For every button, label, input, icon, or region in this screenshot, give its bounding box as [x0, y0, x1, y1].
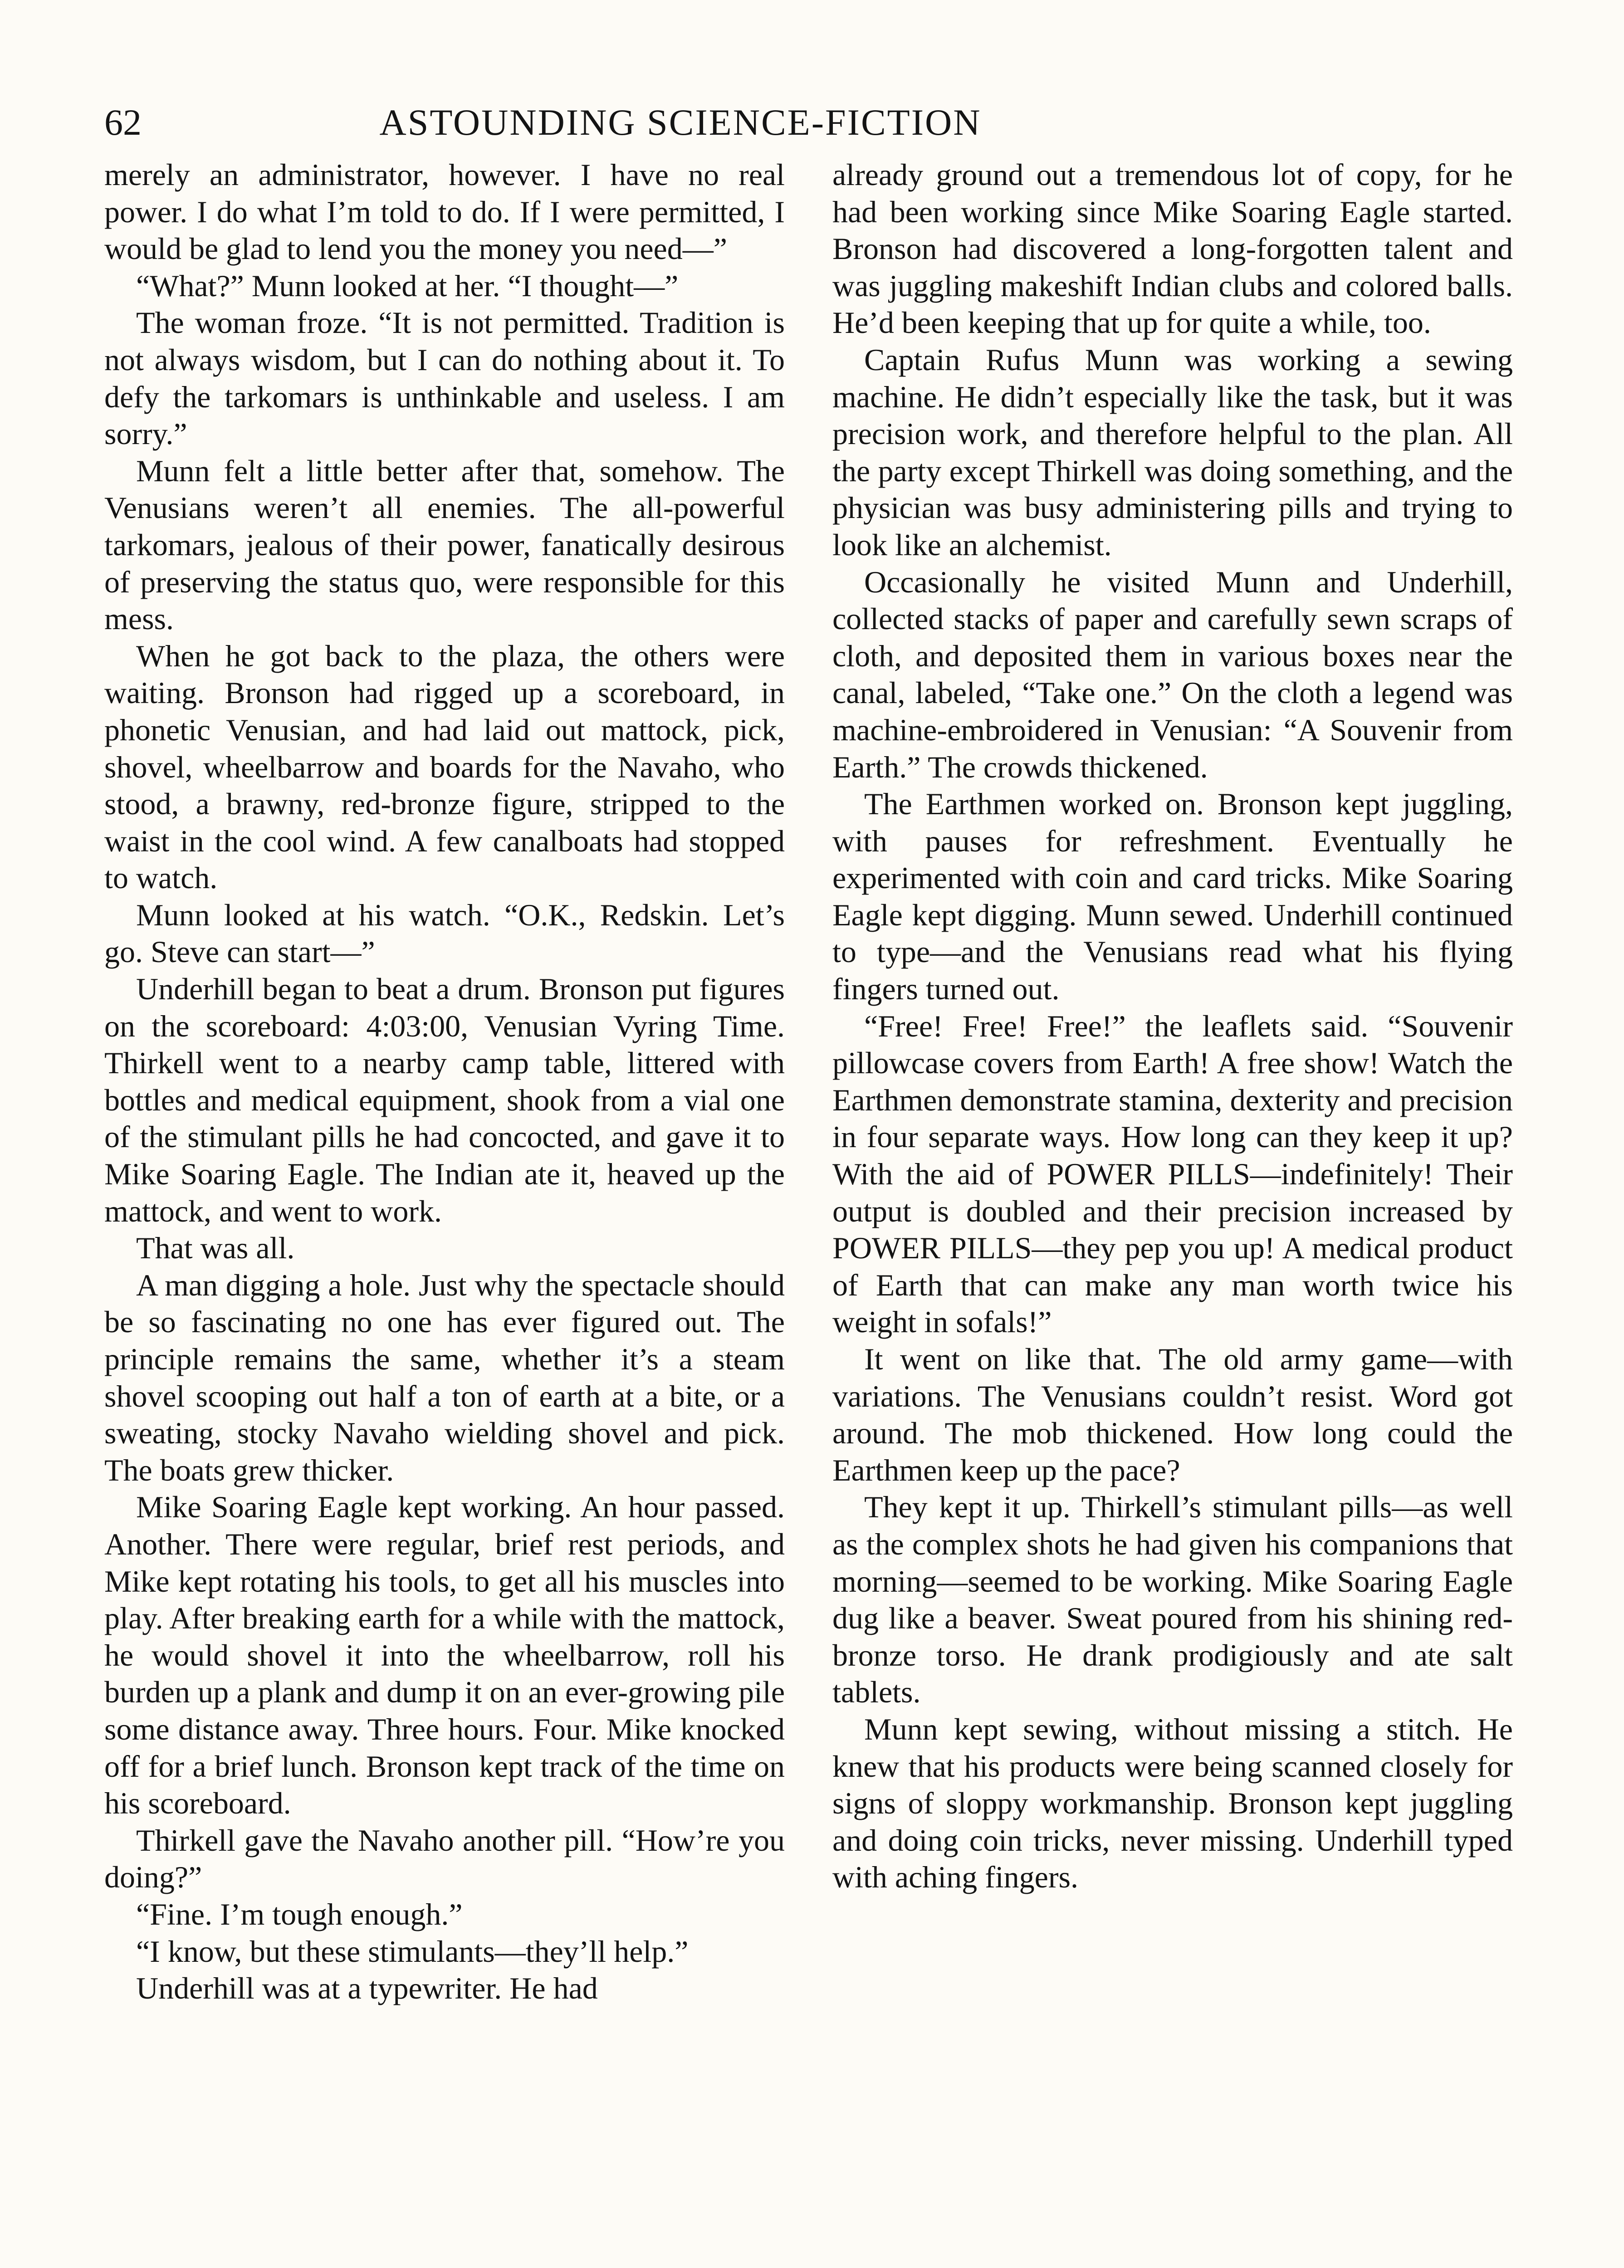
left-column [104, 156, 785, 2007]
paragraph: “What?” Munn looked at her. “I thought—” [136, 268, 679, 303]
paragraph: Mike Soaring Eagle kept working. An hour passed. Another. There were regular, brief rest periods, and Mike kept rotating his tools, to get all his muscles into play. After breaking earth for a while with the mattock, he would shovel it into the wheelbarrow, roll his burden up a plank and dump it on an ever-growing pile some distance away. Three hours. Four. Mike knocked off for a brief lunch. Bronson kept track of the time on his scoreboard. [104, 1490, 785, 1821]
right-column [832, 156, 1513, 1896]
paragraph: The Earthmen worked on. Bronson kept juggling, with pauses for refreshment. Eventually he experimented with coin and card tricks. Mike Soaring Eagle kept digging. Munn sewed. Underhill continued to type—and the Venusians read what his flying fingers turned out. [832, 787, 1513, 1007]
paragraph: already ground out a tremendous lot of copy, for he had been working since Mike Soaring Eagle started. Bronson had discovered a long-forgotten talent and was juggling makeshift Indian clubs and colored balls. He’d been keeping that up for quite a while, too. [832, 157, 1513, 340]
paragraph: Underhill was at a typewriter. He had [136, 1971, 598, 2006]
paragraph: Captain Rufus Munn was working a sewing machine. He didn’t especially like the task, but it was precision work, and therefore helpful to the plan. All the party except Thirkell was doing something, and the physician was busy administering pills and trying to look like an alchemist. [832, 342, 1513, 562]
page-header [104, 98, 1257, 147]
paragraph: Thirkell gave the Navaho another pill. “How’re you doing?” [104, 1823, 785, 1895]
paragraph: “Free! Free! Free!” the leaflets said. “Souvenir pillowcase covers from Earth! A free show! Watch the Earthmen demonstrate stamina, dexterity and precision in four separate ways. How long can they keep it up? With the aid of POWER PILLS—indefinitely! Their output is doubled and their precision increased by POWER PILLS—they pep you up! A medical product of Earth that can make any man worth twice his weight in sofals!” [832, 1008, 1513, 1339]
paragraph: The woman froze. “It is not permitted. Tradition is not always wisdom, but I can do nothing about it. To defy the tarkomars is unthinkable and useless. I am sorry.” [104, 305, 785, 451]
paragraph: That was all. [136, 1231, 295, 1266]
paragraph: “Fine. I’m tough enough.” [136, 1897, 463, 1931]
paragraph: They kept it up. Thirkell’s stimulant pills—as well as the complex shots he had given his companions that morning—seemed to be working. Mike Soaring Eagle dug like a beaver. Sweat poured from his shining red-bronze torso. He drank prodigiously and ate salt tablets. [832, 1490, 1513, 1710]
running-head: ASTOUNDING SCIENCE-FICTION [379, 102, 982, 143]
paragraph: Underhill began to beat a drum. Bronson put figures on the scoreboard: 4:03:00, Venusian Vyring Time. Thirkell went to a nearby camp table, littered with bottles and medical equipment, shook from a vial one of the stimulant pills he had concocted, and gave it to Mike Soaring Eagle. The Indian ate it, heaved up the mattock, and went to work. [104, 972, 785, 1228]
paragraph: Munn felt a little better after that, somehow. The Venusians weren’t all enemies. The all-powerful tarkomars, jealous of their power, fanatically desirous of preserving the status quo, were responsible for this mess. [104, 453, 785, 636]
paragraph: Munn looked at his watch. “O.K., Redskin. Let’s go. Steve can start—” [104, 897, 785, 969]
page-number: 62 [104, 102, 142, 143]
paragraph: “I know, but these stimulants—they’ll help.” [136, 1934, 689, 1969]
paragraph: When he got back to the plaza, the others were waiting. Bronson had rigged up a scoreboard, in phonetic Venusian, and had laid out mattock, pick, shovel, wheelbarrow and boards for the Navaho, who stood, a brawny, red-bronze figure, stripped to the waist in the cool wind. A few canalboats had stopped to watch. [104, 638, 785, 895]
paragraph: Occasionally he visited Munn and Underhill, collected stacks of paper and carefully sewn scraps of cloth, and deposited them in various boxes near the canal, labeled, “Take one.” On the cloth a legend was machine-embroidered in Venusian: “A Souvenir from Earth.” The crowds thickened. [832, 564, 1513, 784]
paragraph: merely an administrator, however. I have no real power. I do what I’m told to do. If I were permitted, I would be glad to lend you the money you need—” [104, 157, 785, 266]
paragraph: It went on like that. The old army game—with variations. The Venusians couldn’t resist. Word got around. The mob thickened. How long could the Earthmen keep up the pace? [832, 1342, 1513, 1487]
paragraph: A man digging a hole. Just why the spectacle should be so fascinating no one has ever figured out. The principle remains the same, whether it’s a steam shovel scooping out half a ton of earth at a bite, or a sweating, stocky Navaho wielding shovel and pick. The boats grew thicker. [104, 1267, 785, 1487]
paragraph: Munn kept sewing, without missing a stitch. He knew that his products were being scanned closely for signs of sloppy workmanship. Bronson kept juggling and doing coin tricks, never missing. Underhill typed with aching fingers. [832, 1711, 1513, 1895]
